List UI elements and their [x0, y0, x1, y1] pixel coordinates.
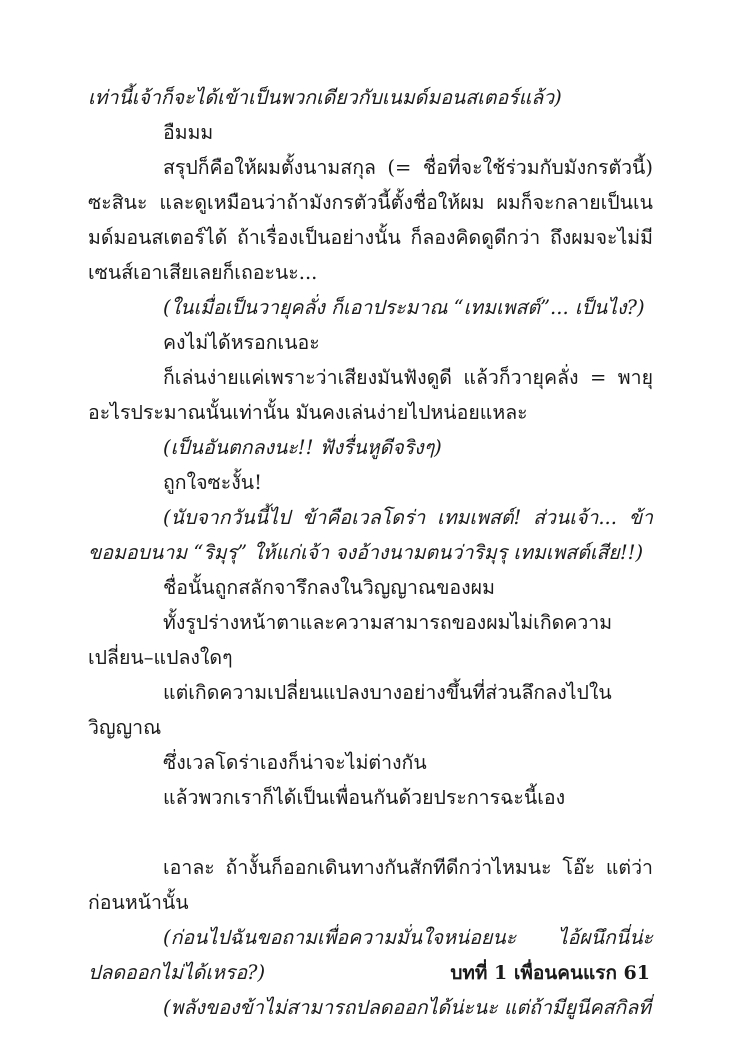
paragraph: แล้วพวกเราก็ได้เป็นเพื่อนกันด้วยประการฉะนี้เอง	[163, 786, 566, 809]
page-body	[88, 80, 653, 1025]
paragraph: ก็เล่นง่ายแค่เพราะว่าเสียงมันฟังดูดี แล้วก็วายุคลั่ง = พายุอะไรประมาณนั้นเท่านั้น มันคงเล่นง่ายไปหน่อยแหละ	[88, 366, 653, 424]
paragraph: (ก่อนไปฉันขอถามเพื่อความมั่นใจหน่อยนะ ไอ้ผนึกนี่น่ะ ปลดออกไม่ได้เหรอ?)	[88, 926, 653, 984]
paragraph: (ในเมื่อเป็นวายุคลั่ง ก็เอาประมาณ “เทมเพสต์”... เป็นไง?)	[163, 296, 645, 319]
paragraph: ซึ่งเวลโดร่าเองก็น่าจะไม่ต่างกัน	[163, 751, 427, 774]
paragraph: อืมมม	[163, 121, 214, 144]
paragraph: (เป็นอันตกลงนะ!! ฟังรื่นหูดีจริงๆ)	[163, 436, 442, 459]
paragraph: ทั้งรูปร่างหน้าตาและความสามารถของผมไม่เกิดความเปลี่ยน–แปลงใดๆ	[88, 611, 613, 669]
paragraph: ชื่อนั้นถูกสลักจารึกลงในวิญญาณของผม	[163, 576, 495, 599]
paragraph: สรุปก็คือให้ผมตั้งนามสกุล (= ชื่อที่จะใช้ร่วมกับมังกรตัวนี้) ซะสินะ และดูเหมือนว่าถ้ามังกรตัวนี้ตั้งชื่อให้ผม ผมก็จะกลายเป็นเนมด์มอนสเตอร์ได้ ถ้าเรื่องเป็นอย่างนั้น ก็ลองคิดดูดีกว่า ถึงผมจะไม่มีเซนส์เอาเสียเลยก็เถอะนะ...	[88, 156, 653, 284]
section-break	[88, 815, 653, 850]
paragraph: (นับจากวันนี้ไป ข้าคือเวลโดร่า เทมเพสต์! ส่วนเจ้า... ข้าขอมอบนาม “ริมุรุ” ให้แก่เจ้า จงอ้างนามตนว่าริมุรุ เทมเพสต์เสีย!!)	[88, 506, 653, 564]
paragraph: แต่เกิดความเปลี่ยนแปลงบางอย่างขึ้นที่ส่วนลึกลงไปในวิญญาณ	[88, 681, 612, 739]
paragraph: เท่านี้เจ้าก็จะได้เข้าเป็นพวกเดียวกับเนมด์มอนสเตอร์แล้ว)	[88, 86, 562, 109]
paragraph: เอาละ ถ้างั้นก็ออกเดินทางกันสักทีดีกว่าไหมนะ โอ๊ะ แต่ว่าก่อนหน้านั้น	[88, 856, 653, 914]
page-footer: บทที่ 1 เพื่อนคนแรก 61	[450, 962, 650, 984]
paragraph: ถูกใจซะงั้น!	[163, 471, 262, 494]
paragraph: คงไม่ได้หรอกเนอะ	[163, 331, 320, 354]
paragraph: (พลังของข้าไม่สามารถปลดออกได้น่ะนะ แต่ถ้ามียูนีคสกิลที่	[163, 996, 652, 1019]
